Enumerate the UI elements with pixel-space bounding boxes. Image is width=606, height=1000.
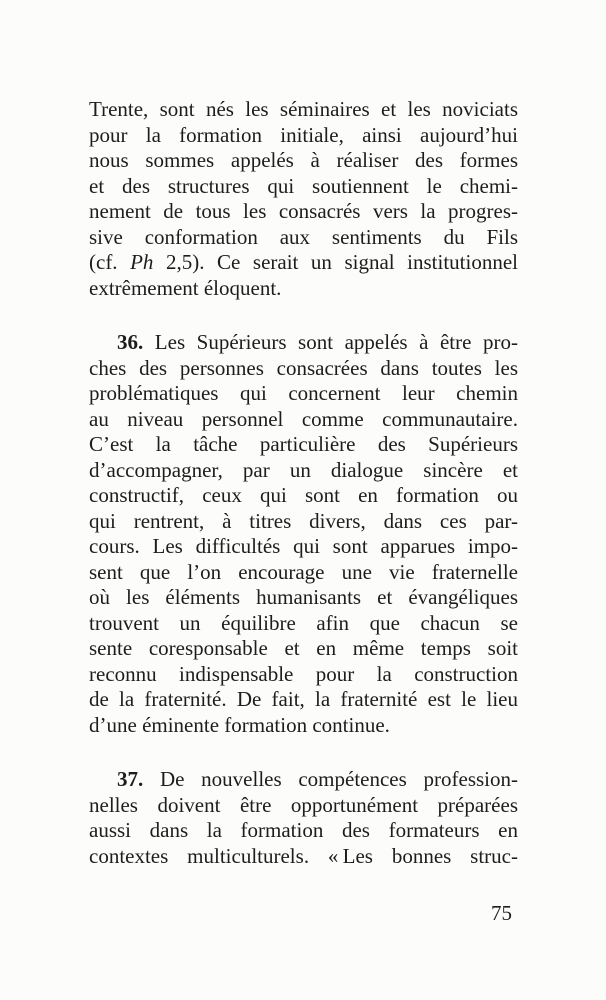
- text-line: [89, 713, 518, 739]
- text-segment: Les Supérieurs sont appelés à être pro-: [143, 330, 518, 354]
- text-segment: sive conformation aux sentiments du Fils: [89, 224, 518, 249]
- text-segment: d’accompagner, par un dialogue sincère et: [89, 457, 518, 482]
- text-line: [89, 636, 518, 662]
- text-line: [89, 174, 518, 200]
- text-line: [89, 534, 518, 560]
- text-segment: Trente, sont nés les séminaires et les noviciats: [89, 97, 518, 121]
- text-segment: nement de tous les consacrés vers la progres-: [89, 199, 518, 223]
- text-line: [89, 123, 518, 149]
- text-line: [89, 276, 518, 302]
- italic-reference: Ph: [130, 250, 154, 274]
- text-line: [89, 330, 518, 356]
- text-line: [89, 687, 518, 713]
- paragraph-continuation: [89, 97, 518, 301]
- text-segment: problématiques qui concernent leur chemin: [89, 381, 518, 405]
- text-segment: pour la formation initiale, ainsi aujourd’hui: [89, 122, 518, 147]
- page-text-block: [89, 97, 518, 869]
- text-line: [89, 793, 518, 819]
- text-line: [89, 225, 518, 251]
- paragraph-number: 36.: [117, 330, 144, 354]
- text-segment: au niveau personnel comme communautaire.: [89, 406, 518, 431]
- text-segment: 2,5). Ce serait un signal institutionnel: [153, 250, 518, 274]
- text-line: [89, 199, 518, 225]
- text-segment: aussi dans la formation des formateurs en: [89, 818, 518, 842]
- text-line: [89, 844, 518, 870]
- text-segment: (cf.: [89, 250, 131, 274]
- text-line: [89, 767, 518, 793]
- text-line: [89, 97, 518, 123]
- text-line: [89, 509, 518, 535]
- text-segment: sent que l’on encourage une vie fraternelle: [89, 559, 518, 584]
- text-line: [89, 662, 518, 688]
- text-segment: extrêmement éloquent.: [89, 275, 282, 300]
- text-segment: de la fraternité. De fait, la fraternité est le lieu: [89, 687, 518, 711]
- text-line: [89, 585, 518, 611]
- text-segment: qui rentrent, à titres divers, dans ces par-: [89, 508, 518, 533]
- text-segment: C’est la tâche particulière des Supérieurs: [89, 432, 518, 456]
- text-line: [89, 458, 518, 484]
- text-line: [89, 407, 518, 433]
- text-line: [89, 381, 518, 407]
- text-segment: nelles doivent être opportunément préparées: [89, 792, 518, 817]
- text-segment: où les éléments humanisants et évangéliques: [89, 585, 518, 609]
- text-segment: et des structures qui soutiennent le chemi-: [89, 173, 518, 198]
- text-line: [89, 356, 518, 382]
- page-number: 75: [491, 901, 512, 925]
- text-line: [89, 611, 518, 637]
- text-segment: cours. Les difficultés qui sont apparues impo-: [89, 534, 518, 558]
- text-segment: constructif, ceux qui sont en formation ou: [89, 483, 518, 507]
- text-line: [89, 560, 518, 586]
- text-segment: trouvent un équilibre afin que chacun se: [89, 610, 518, 635]
- text-segment: ches des personnes consacrées dans toutes les: [89, 355, 518, 380]
- text-line: [89, 250, 518, 276]
- text-segment: d’une éminente formation continue.: [89, 712, 390, 737]
- text-line: [89, 148, 518, 174]
- text-segment: De nouvelles compétences profession-: [143, 767, 518, 791]
- text-segment: contextes multiculturels. « Les bonnes struc-: [89, 843, 518, 868]
- text-segment: nous sommes appelés à réaliser des formes: [89, 148, 518, 172]
- text-line: [89, 483, 518, 509]
- paragraph-37: [89, 767, 518, 869]
- text-segment: reconnu indispensable pour la construction: [89, 661, 518, 686]
- text-line: [89, 818, 518, 844]
- text-segment: sente coresponsable et en même temps soit: [89, 636, 518, 660]
- paragraph-36: [89, 330, 518, 738]
- text-line: [89, 432, 518, 458]
- paragraph-number: 37.: [117, 767, 144, 791]
